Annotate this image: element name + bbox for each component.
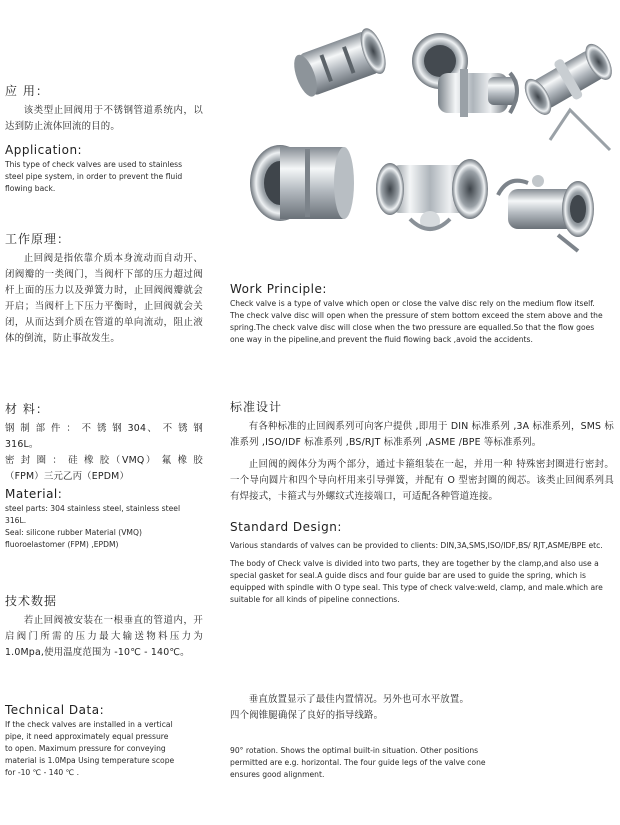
- material-en-heading: Material:: [5, 487, 63, 501]
- standard-en-p1: Various standards of valves can be provided to clients: DIN,3A,SMS,ISO/IDF,BS/ RJT,ASME/BPE etc.: [230, 541, 603, 550]
- rotation-cn-section: [230, 692, 610, 724]
- material-en-line1: steel parts: 304 stainless steel, stainless steel 316L.: [5, 504, 181, 525]
- principle-cn-heading: 工作原理：: [5, 232, 71, 246]
- principle-cn-body: 止回阀是指依靠介质本身流动而自动开、闭阀瓣的一类阀门，当阀杆下部的压力超过阀杆上面的压力以及弹簧力时，止回阀阀瓣就会开启；当阀杆上下压力平衡时，止回阀就会关闭，从而达到介质在管道的单向流动，阻止液体的倒流，防止事故发生。: [5, 253, 203, 344]
- material-cn-heading: 材 料：: [5, 402, 49, 416]
- tech-cn-section: [5, 592, 203, 661]
- principle-en-body: Check valve is a type of valve which open or close the valve disc rely on the medium flow itself. The check valve disc will open when the pressure of stem bottom exceed the stem above and the spring.The check valve disc will close when the two pressure are equalled.So that the flow goes one way in the pipeline,and prevent the fluid flowing back ,avoid the accidents.: [230, 299, 603, 344]
- tech-en-section: [5, 703, 175, 779]
- valve-photo-6: [498, 175, 594, 251]
- standard-cn-p2: 止回阀的阀体分为两个部分，通过卡箍组装在一起，并用一种 特殊密封圈进行密封。一个导向圆片和四个导向杆用来引导弹簧，并配有 O 型密封圈的阀芯。该类止回阀系列具有焊接式，卡箍式与外螺纹式连接端口，可适配各种管道连接。: [230, 459, 614, 502]
- rotation-en-section: [230, 745, 510, 781]
- tech-cn-heading: 技术数据: [5, 594, 58, 608]
- application-en-body: This type of check valves are used to stainless steel pipe system, in order to prevent the fluid flowing back.: [5, 160, 183, 193]
- material-cn-line2: 密 封 圈 ： 硅 橡 胶（VMQ） 氟 橡 胶（FPM）三元乙丙（EPDM）: [5, 455, 203, 482]
- application-en-section: [5, 143, 200, 195]
- principle-en-section: [230, 282, 610, 346]
- standard-cn-p1: 有各种标准的止回阀系列可向客户提供 ,即用于 DIN 标准系列 ,3A 标准系列，SMS 标准系列 ,ISO/IDF 标准系列 ,BS/RJT 标准系列 ,ASME /BPE 等标准系列。: [230, 421, 614, 448]
- valve-photo-1: [289, 25, 391, 101]
- principle-en-heading: Work Principle:: [230, 282, 327, 296]
- valve-photo-3: [518, 38, 618, 121]
- standard-en-section: [230, 520, 610, 606]
- material-cn-line1: 钢 制 部 件 ： 不 锈 钢 304、 不 锈 钢 316L。: [5, 423, 203, 450]
- rotation-cn-line1: 垂直放置显示了最佳内置情况。另外也可水平放置。: [248, 694, 470, 705]
- valve-product-photos: [250, 15, 620, 260]
- application-cn-body: 该类型止回阀用于不锈钢管道系统内，以达到防止流体回流的目的。: [5, 105, 203, 132]
- valve-photo-5: [376, 159, 488, 231]
- material-cn-section: [5, 400, 203, 485]
- tech-en-body: If the check valves are installed in a vertical pipe, it need approximately equal pressure to open. Maximum pressure for conveying material is 1.0Mpa Using temperature scope for -10 ℃ - 140 ℃ .: [5, 720, 175, 777]
- tech-en-heading: Technical Data:: [5, 703, 105, 717]
- standard-en-p2: The body of Check valve is divided into two parts, they are together by the clamp,and also use a special gasket for seal.A guide discs and four guide bar are used to guide the spring, which is equipped with spindle with O type seal. This type of check valve:weld, clamp, and male.which are suitable for all kinds of pipeline connections.: [230, 559, 603, 604]
- standard-cn-heading: 标准设计: [230, 400, 283, 414]
- tech-cn-body: 若止回阀被安装在一根垂直的管道内，开启阀门所需的压力最大输送物料压力为1.0Mpa,使用温度范围为 -10℃ - 140℃。: [5, 615, 203, 658]
- material-en-line2: Seal: silicone rubber Material (VMQ) fluoroelastomer (FPM) ,EPDM): [5, 528, 142, 549]
- valve-photo-2: [412, 33, 518, 117]
- valve-photo-4: [250, 145, 354, 221]
- principle-cn-section: [5, 230, 203, 347]
- rotation-en-body: 90° rotation. Shows the optimal built-in situation. Other positions permitted are e.g. horizontal. The four guide legs of the valve cone ensures good alignment.: [230, 746, 486, 779]
- application-cn-section: [5, 82, 203, 135]
- standard-en-heading: Standard Design:: [230, 520, 342, 534]
- material-en-section: [5, 487, 200, 551]
- rotation-cn-line2: 四个阀锥腿确保了良好的指导线路。: [230, 710, 384, 721]
- standard-cn-section: [230, 398, 614, 505]
- application-en-heading: Application:: [5, 143, 83, 157]
- application-cn-heading: 应 用：: [5, 84, 49, 98]
